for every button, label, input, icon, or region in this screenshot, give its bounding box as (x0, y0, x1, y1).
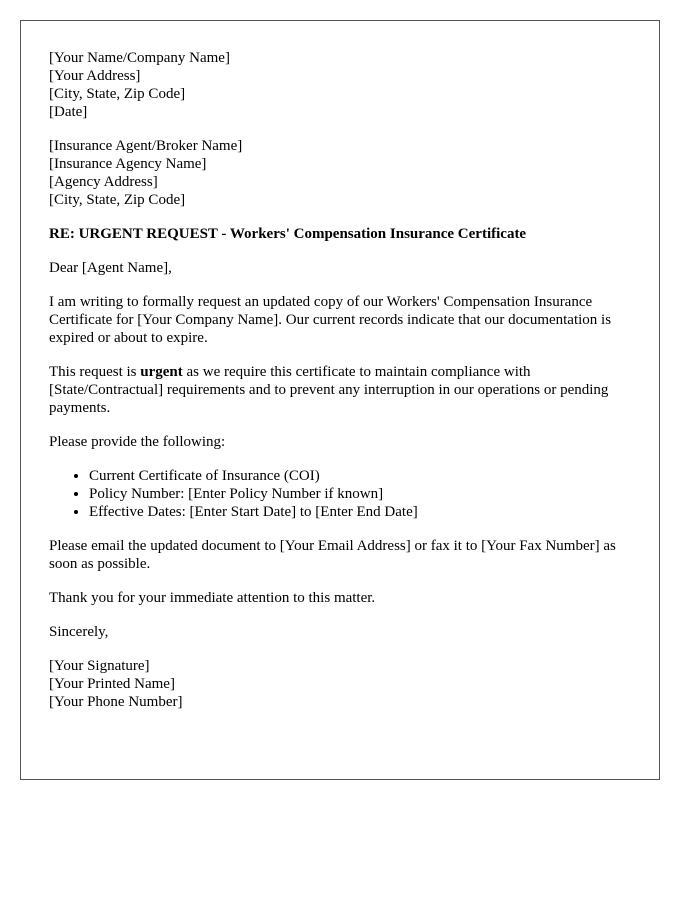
thanks-line: Thank you for your immediate attention to this matter. (49, 590, 376, 606)
letter-content (49, 49, 639, 711)
list-item: • Effective Dates: [Enter Start Date] to [Enter End Date] (89, 503, 639, 521)
printed-name: [Your Printed Name] (49, 676, 175, 692)
request-list (49, 467, 639, 521)
recipient-city: [City, State, Zip Code] (49, 192, 186, 208)
body-paragraph-2 (49, 363, 639, 417)
list-intro: Please provide the following: (49, 434, 226, 450)
signature-block (49, 657, 639, 711)
closing-line: Sincerely, (49, 624, 109, 640)
body-paragraph-3: Please email the updated document to [Your Email Address] or fax it to [Your Fax Number] as soon as possible. (49, 538, 616, 572)
sender-address: [Your Address] (49, 68, 141, 84)
subject-line: RE: URGENT REQUEST - Workers' Compensation Insurance Certificate (49, 226, 527, 242)
letter-date: [Date] (49, 104, 88, 120)
sender-block (49, 49, 639, 121)
recipient-name: [Insurance Agent/Broker Name] (49, 138, 243, 154)
sender-city: [City, State, Zip Code] (49, 86, 186, 102)
signature-placeholder: [Your Signature] (49, 658, 150, 674)
list-item: • Policy Number: [Enter Policy Number if known] (89, 485, 639, 503)
paragraph-2-start: This request is (49, 364, 141, 380)
recipient-block (49, 137, 639, 209)
phone-number: [Your Phone Number] (49, 694, 183, 710)
recipient-agency: [Insurance Agency Name] (49, 156, 207, 172)
list-item: • Current Certificate of Insurance (COI) (89, 467, 639, 485)
body-paragraph-1: I am writing to formally request an updated copy of our Workers' Compensation Insurance Certificate for [Your Company Name]. Our current records indicate that our documentation is expired or about to expire. (49, 294, 612, 346)
urgent-emphasis: urgent (140, 364, 183, 380)
letter-page (20, 20, 660, 780)
recipient-address: [Agency Address] (49, 174, 158, 190)
salutation: Dear [Agent Name], (49, 260, 172, 276)
sender-name: [Your Name/Company Name] (49, 50, 230, 66)
paragraph-2-end: as we require this certificate to maintain compliance with [State/Contractual] requirements and to prevent any interruption in our operations or pending payments. (49, 364, 609, 416)
